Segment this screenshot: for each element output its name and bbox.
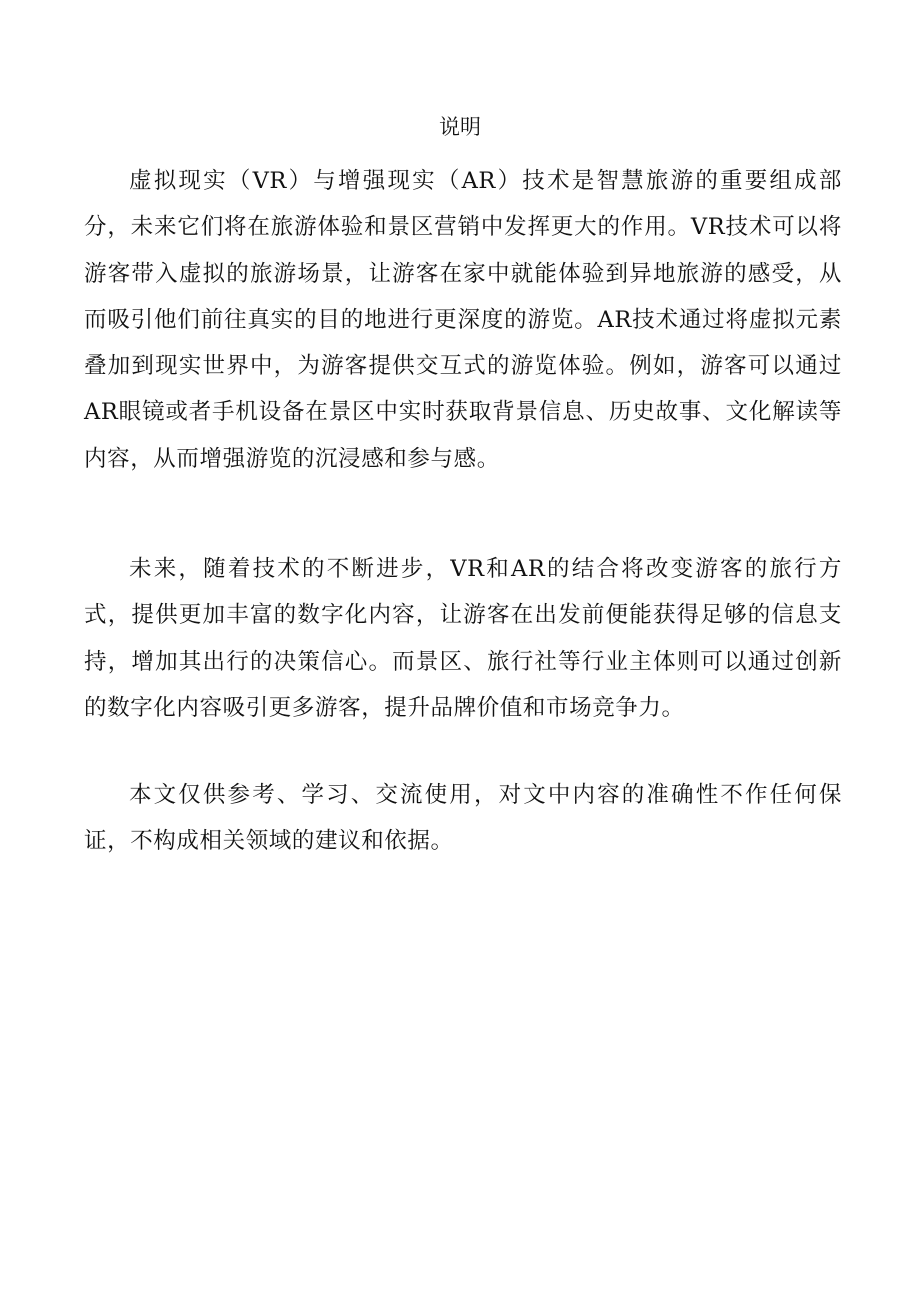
paragraph-disclaimer: 本文仅供参考、学习、交流使用，对文中内容的准确性不作任何保证，不构成相关领域的建议和依据。 <box>84 782 842 855</box>
paragraph-vr-ar-overview: 虚拟现实（VR）与增强现实（AR）技术是智慧旅游的重要组成部分，未来它们将在旅游体验和景区营销中发挥更大的作用。VR技术可以将游客带入虚拟的旅游场景，让游客在家中就能体验到异地旅游的感受，从而吸引他们前往真实的目的地进行更深度的游览。AR技术通过将虚拟元素叠加到现实世界中，为游客提供交互式的游览体验。例如，游客可以通过AR眼镜或者手机设备在景区中实时获取背景信息、历史故事、文化解读等内容，从而增强游览的沉浸感和参与感。 <box>84 168 842 472</box>
document-title: 说明 <box>439 115 481 139</box>
paragraph-future-outlook: 未来，随着技术的不断进步，VR和AR的结合将改变游客的旅行方式，提供更加丰富的数字化内容，让游客在出发前便能获得足够的信息支持，增加其出行的决策信心。而景区、旅行社等行业主体则可以通过创新的数字化内容吸引更多游客，提升品牌价值和市场竞争力。 <box>84 556 842 721</box>
